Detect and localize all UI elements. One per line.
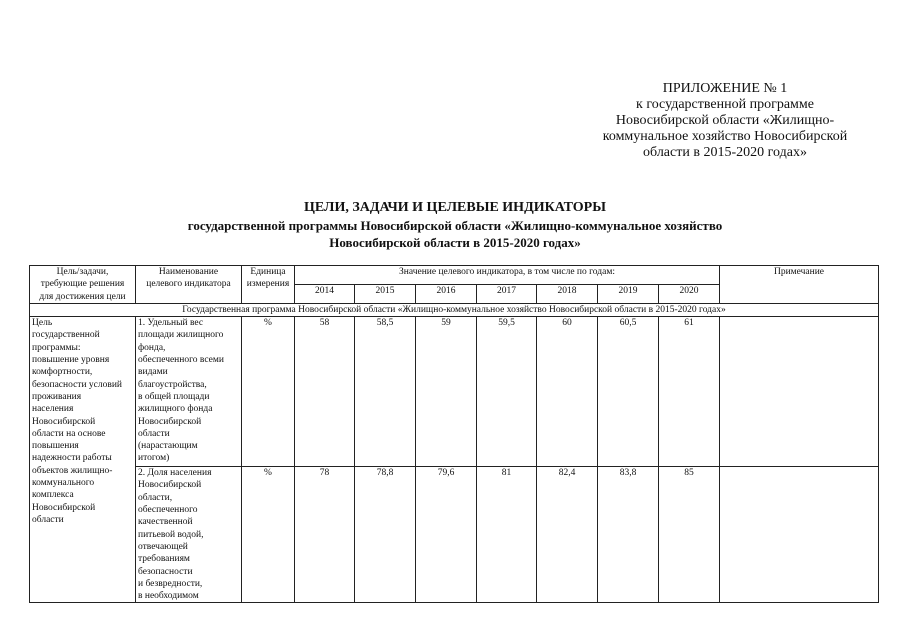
value-cell: 58,5: [355, 317, 416, 467]
goal-line: комфортности,: [32, 367, 93, 378]
header-year-cell: 2016: [416, 284, 477, 303]
header-year-cell: 2014: [295, 284, 355, 303]
goal-line: комплекса: [32, 490, 74, 501]
goal-line: Новосибирской: [32, 416, 96, 427]
header-unit-line: измерения: [246, 279, 290, 290]
header-values-cell: Значение целевого индикатора, в том числе по годам:: [295, 266, 720, 285]
goal-line: государственной: [32, 330, 100, 341]
header-unit-cell: [242, 266, 295, 304]
value-cell: 82,4: [537, 467, 598, 603]
indicator-line: площади жилищного: [138, 330, 224, 341]
indicator-line: Новосибирской: [138, 416, 202, 427]
goal-line: повышения: [32, 441, 79, 452]
indicator-line: обеспеченного: [138, 505, 198, 516]
value-cell: 60,5: [598, 317, 659, 467]
goal-line: Цель: [32, 318, 53, 329]
indicator-line: безопасности: [138, 566, 193, 577]
goal-line: Новосибирской: [32, 502, 96, 513]
header-year-cell: 2018: [537, 284, 598, 303]
indicator-line: требованиям: [138, 554, 190, 565]
goal-cell: [30, 317, 136, 603]
indicator-line: в общей площади: [138, 391, 210, 402]
value-cell: 79,6: [416, 467, 477, 603]
header-indicator-line: Наименование: [158, 267, 219, 277]
goal-line: повышение уровня: [32, 355, 110, 366]
note-cell: [720, 467, 879, 603]
indicator-line: видами: [138, 367, 168, 378]
unit-cell: %: [242, 467, 295, 603]
note-cell: [720, 317, 879, 467]
appendix-note: [560, 81, 890, 161]
header-goal-cell: [30, 266, 136, 304]
header-year-cell: 2019: [598, 284, 659, 303]
indicator-line: области: [138, 428, 170, 439]
goal-line: коммунального: [32, 478, 95, 489]
value-cell: 59: [416, 317, 477, 467]
indicator-line: и безвредности,: [138, 578, 203, 589]
goal-line: проживания: [32, 391, 82, 402]
goal-line: объектов жилищно-: [32, 465, 113, 476]
goal-line: области: [32, 514, 64, 525]
indicator-line: 2. Доля населения: [138, 468, 212, 479]
value-cell: 58: [295, 317, 355, 467]
value-cell: 78,8: [355, 467, 416, 603]
header-year-cell: 2017: [477, 284, 537, 303]
indicator-line: отвечающей: [138, 541, 188, 552]
value-cell: 59,5: [477, 317, 537, 467]
indicator-line: качественной: [138, 517, 193, 528]
header-goal-line: требующие решения: [40, 279, 125, 290]
indicator-line: благоустройства,: [138, 379, 207, 390]
appendix-line: коммунальное хозяйство Новосибирской: [602, 129, 848, 144]
indicator-cell: [136, 467, 242, 603]
goal-line: области на основе: [32, 428, 106, 439]
indicator-line: жилищного фонда: [138, 404, 213, 415]
goal-line: безопасности условий: [32, 379, 123, 390]
value-cell: 78: [295, 467, 355, 603]
header-goal-line: Цель/задачи,: [56, 267, 109, 277]
header-indicator-cell: [136, 266, 242, 304]
header-year-cell: 2020: [659, 284, 720, 303]
appendix-line: Новосибирской области «Жилищно-: [615, 113, 835, 128]
goal-line: населения: [32, 404, 74, 415]
document-subtitle-line: государственной программы Новосибирской области «Жилищно-коммунальное хозяйство: [187, 218, 723, 233]
appendix-line: к государственной программе: [636, 97, 814, 112]
indicator-line: 1. Удельный вес: [138, 318, 204, 329]
value-cell: 85: [659, 467, 720, 603]
goal-line: надежности работы: [32, 453, 112, 464]
header-indicator-line: целевого индикатора: [146, 279, 231, 290]
value-cell: 81: [477, 467, 537, 603]
document-heading: [60, 199, 850, 251]
document-title: ЦЕЛИ, ЗАДАЧИ И ЦЕЛЕВЫЕ ИНДИКАТОРЫ: [304, 200, 606, 215]
indicator-line: Новосибирской: [138, 480, 202, 491]
value-cell: 61: [659, 317, 720, 467]
header-note-cell: Примечание: [720, 266, 879, 304]
indicator-line: области,: [138, 492, 173, 503]
value-cell: 83,8: [598, 467, 659, 603]
indicators-table: [29, 265, 879, 603]
appendix-line: области в 2015-2020 годах»: [643, 145, 807, 160]
document-subtitle-line: Новосибирской области в 2015-2020 годах»: [329, 235, 581, 250]
indicator-line: обеспеченного всеми: [138, 355, 224, 366]
goal-line: программы:: [32, 342, 81, 353]
indicator-line: в необходимом: [138, 591, 199, 602]
indicator-line: фонда,: [138, 342, 166, 353]
program-row-cell: Государственная программа Новосибирской области «Жилищно-коммунальное хозяйство Новосибирской области в 2015-2020 годах»: [30, 303, 879, 316]
header-unit-line: Единица: [250, 267, 286, 277]
value-cell: 60: [537, 317, 598, 467]
indicator-line: итогом): [138, 453, 170, 464]
unit-cell: %: [242, 317, 295, 467]
appendix-line: ПРИЛОЖЕНИЕ № 1: [662, 81, 788, 96]
header-goal-line: для достижения цели: [39, 291, 126, 302]
indicator-line: (нарастающим: [138, 441, 198, 452]
indicator-cell: [136, 317, 242, 467]
indicator-line: питьевой водой,: [138, 529, 204, 540]
header-year-cell: 2015: [355, 284, 416, 303]
